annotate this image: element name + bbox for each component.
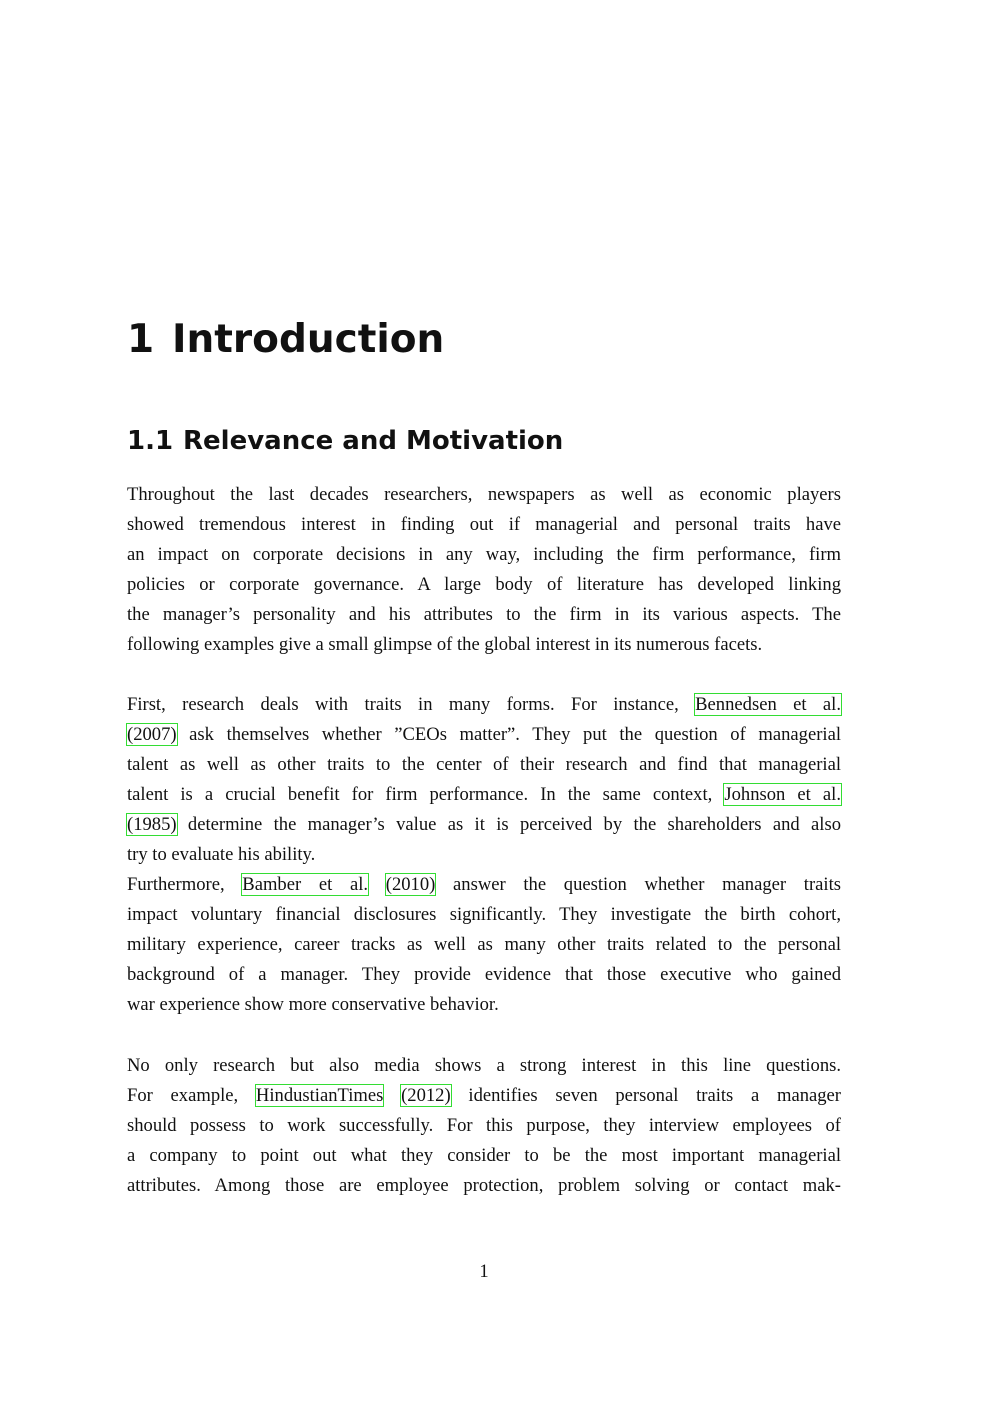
text-line: following examples give a small glimpse of the global interest in its numerous facets.	[127, 634, 763, 655]
text-run	[383, 1085, 401, 1106]
text-run	[368, 874, 386, 895]
text-line: should possess to work successfully. For this purpose, they interview employees of	[127, 1115, 841, 1136]
text-run: For example,	[127, 1085, 256, 1106]
text-line	[127, 780, 841, 810]
citation-hindustantimes-link[interactable]: HindustianTimes	[255, 1085, 384, 1106]
chapter-heading	[127, 314, 444, 366]
chapter-number: 1	[127, 317, 155, 362]
citation-bennedsen-link[interactable]: Bennedsen et al.	[695, 694, 841, 715]
text-line: policies or corporate governance. A large body of literature has developed linking	[127, 574, 841, 595]
text-run: ask themselves whether ”CEOs matter”. They put the question of managerial	[176, 724, 841, 745]
paragraph-3	[127, 870, 841, 1020]
text-run: Furthermore,	[127, 874, 243, 895]
text-run: First, research deals with traits in many forms. For instance,	[127, 694, 696, 715]
text-line: Throughout the last decades researchers, newspapers as well as economic players	[127, 484, 841, 505]
text-line: military experience, career tracks as well as many other traits related to the personal	[127, 934, 841, 955]
paragraph-1	[127, 480, 841, 660]
text-run: answer the question whether manager traits	[435, 874, 841, 895]
text-line: No only research but also media shows a strong interest in this line questions.	[127, 1055, 841, 1076]
text-line: a company to point out what they consider to be the most important managerial	[127, 1145, 841, 1166]
citation-year-2007-link[interactable]: (2007)	[127, 724, 177, 745]
chapter-title: Introduction	[172, 317, 445, 362]
text-line: an impact on corporate decisions in any way, including the firm performance, firm	[127, 544, 841, 565]
text-line: the manager’s personality and his attributes to the firm in its various aspects. The	[127, 604, 841, 625]
paragraph-2	[127, 690, 841, 870]
text-line	[127, 720, 841, 750]
section-heading	[127, 423, 563, 459]
text-line	[127, 1081, 841, 1111]
text-line: background of a manager. They provide evidence that those executive who gained	[127, 964, 841, 985]
text-line	[127, 810, 841, 840]
text-line: attributes. Among those are employee protection, problem solving or contact mak-	[127, 1175, 841, 1196]
text-run: determine the manager’s value as it is perceived by the shareholders and also	[176, 814, 841, 835]
text-line: talent as well as other traits to the center of their research and find that managerial	[127, 754, 841, 775]
text-line	[127, 690, 841, 720]
citation-bamber-link[interactable]: Bamber et al.	[242, 874, 369, 895]
text-run: talent is a crucial benefit for firm performance. In the same context,	[127, 784, 725, 805]
text-line	[127, 870, 841, 900]
text-line: war experience show more conservative behavior.	[127, 994, 499, 1015]
citation-year-1985-link[interactable]: (1985)	[127, 814, 177, 835]
page-number: 1	[479, 1261, 489, 1282]
section-number: 1.1	[127, 426, 174, 456]
citation-year-2012-link[interactable]: (2012)	[401, 1085, 451, 1106]
text-run: identifies seven personal traits a manager	[450, 1085, 841, 1106]
citation-johnson-link[interactable]: Johnson et al.	[724, 784, 841, 805]
text-line: showed tremendous interest in finding out if managerial and personal traits have	[127, 514, 841, 535]
section-title: Relevance and Motivation	[183, 426, 564, 456]
citation-year-2010-link[interactable]: (2010)	[385, 874, 436, 895]
text-line: impact voluntary financial disclosures significantly. They investigate the birth cohort,	[127, 904, 841, 925]
text-line: try to evaluate his ability.	[127, 844, 316, 865]
paragraph-4	[127, 1051, 841, 1201]
